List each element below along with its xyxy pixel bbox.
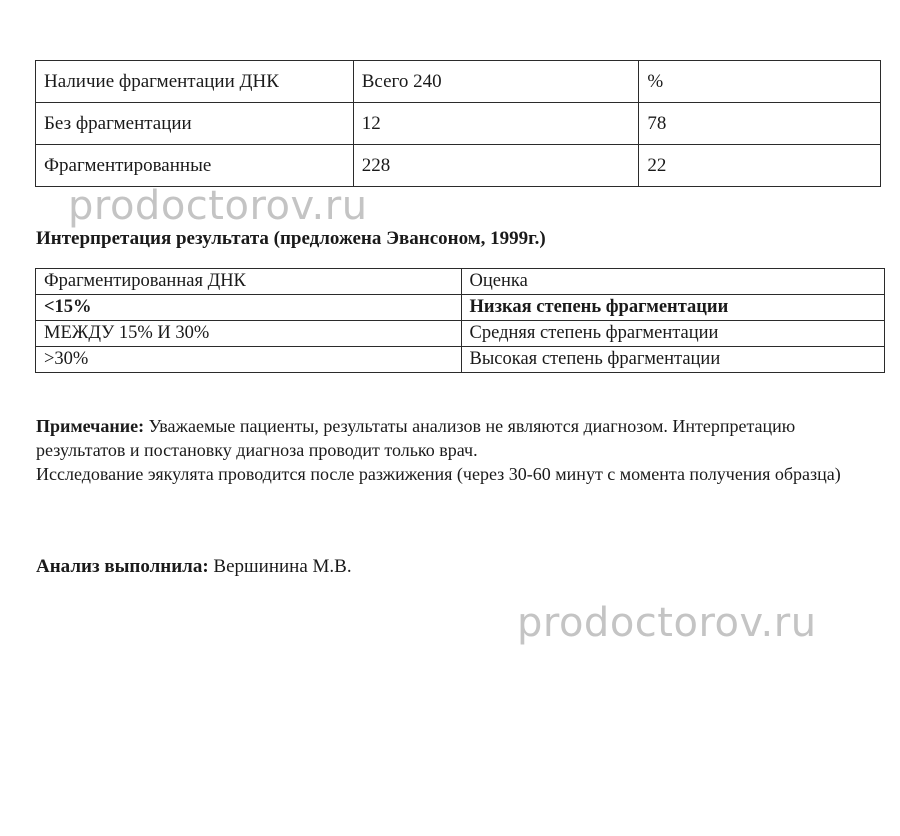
table-cell: >30% [36,347,462,373]
note-paragraph [36,414,886,462]
table-header-cell: Оценка [461,269,884,295]
table-header-cell: Всего 240 [353,61,639,103]
watermark: prodoctorov.ru [517,600,817,646]
table-cell: 228 [353,145,639,187]
note-block [36,414,886,486]
table-row [36,61,881,103]
table-cell: Высокая степень фрагментации [461,347,884,373]
table-cell: <15% [36,295,462,321]
table-cell: МЕЖДУ 15% И 30% [36,321,462,347]
watermark: prodoctorov.ru [68,183,368,229]
note-label: Примечание: [36,416,145,436]
performed-by-label: Анализ выполнила: [36,556,209,577]
dna-fragmentation-results-table [35,60,881,187]
table-row [36,269,885,295]
table-row [36,145,881,187]
table-cell: 12 [353,103,639,145]
table-header-cell: % [639,61,881,103]
table-row [36,321,885,347]
table-header-cell: Фрагментированная ДНК [36,269,462,295]
table-cell: 22 [639,145,881,187]
table-cell: Фрагментированные [36,145,354,187]
table-header-cell: Наличие фрагментации ДНК [36,61,354,103]
table-row-highlighted [36,295,885,321]
interpretation-heading: Интерпретация результата (предложена Эвансоном, 1999г.) [36,228,546,249]
table-cell: Без фрагментации [36,103,354,145]
table-row [36,103,881,145]
table-cell: 78 [639,103,881,145]
note-text: Уважаемые пациенты, результаты анализов не являются диагнозом. Интерпретацию результатов и постановку диагноза проводит только врач. [36,416,796,460]
performed-by [36,556,352,578]
note-paragraph-2: Исследование эякулята проводится после разжижения (через 30-60 минут с момента получения образца) [36,464,841,484]
interpretation-table [35,268,885,373]
table-cell: Средняя степень фрагментации [461,321,884,347]
performer-name: Вершинина М.В. [208,556,352,577]
table-cell: Низкая степень фрагментации [461,295,884,321]
table-row [36,347,885,373]
